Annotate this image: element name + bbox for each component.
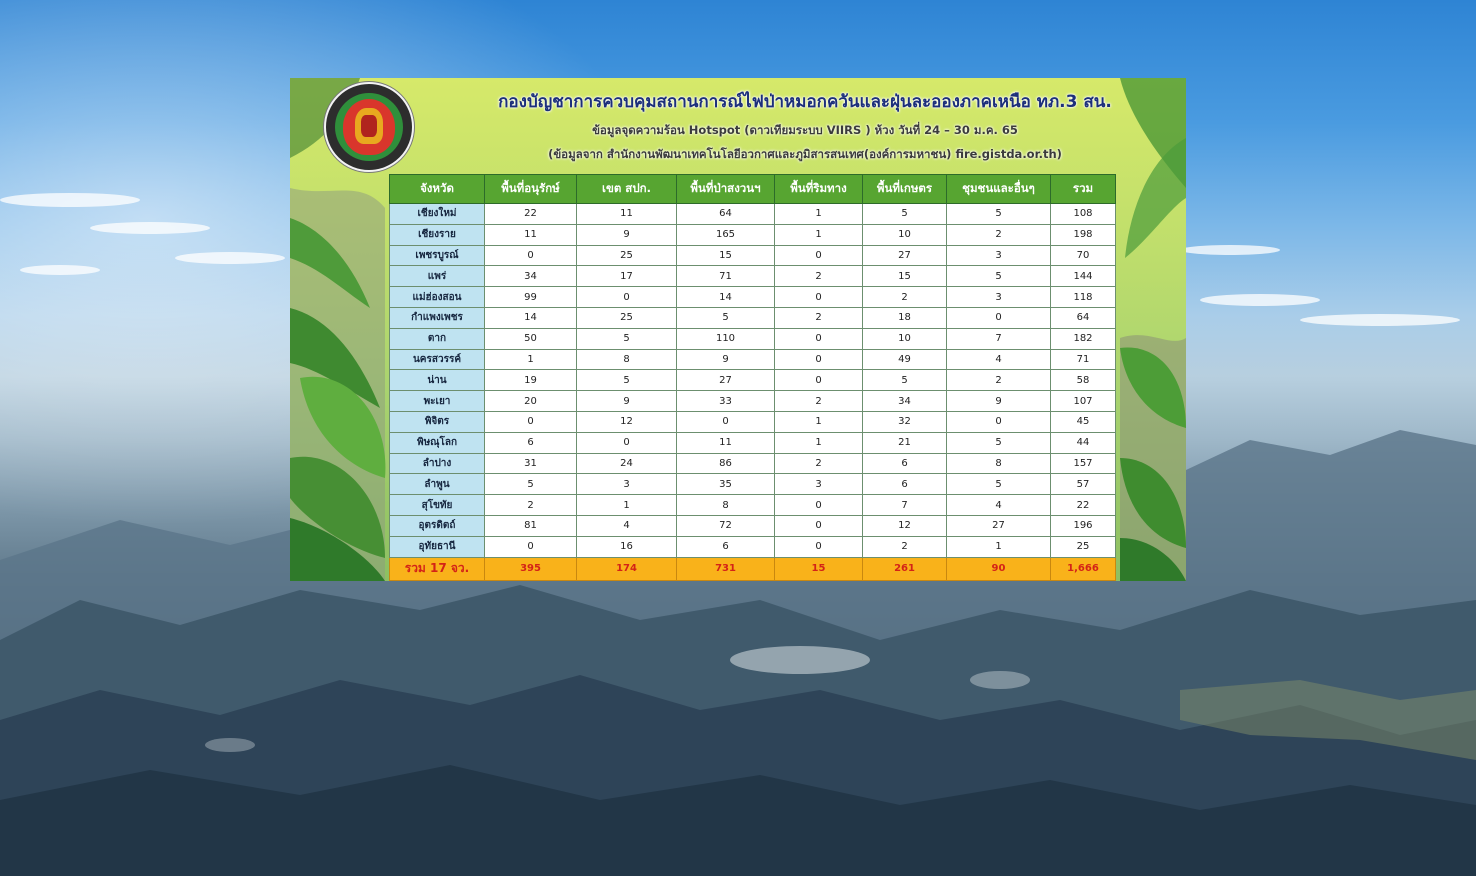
value-cell: 11 bbox=[577, 204, 677, 225]
total-value: 174 bbox=[577, 557, 677, 580]
cloud bbox=[1300, 314, 1460, 326]
value-cell: 44 bbox=[1051, 432, 1116, 453]
province-cell: เชียงใหม่ bbox=[390, 204, 485, 225]
total-value: 731 bbox=[677, 557, 775, 580]
value-cell: 3 bbox=[577, 474, 677, 495]
column-header: พื้นที่อนุรักษ์ bbox=[485, 175, 577, 204]
value-cell: 57 bbox=[1051, 474, 1116, 495]
value-cell: 0 bbox=[775, 328, 863, 349]
value-cell: 2 bbox=[775, 453, 863, 474]
value-cell: 0 bbox=[775, 349, 863, 370]
value-cell: 0 bbox=[775, 287, 863, 308]
value-cell: 11 bbox=[677, 432, 775, 453]
value-cell: 0 bbox=[485, 536, 577, 557]
value-cell: 81 bbox=[485, 515, 577, 536]
province-cell: เชียงราย bbox=[390, 224, 485, 245]
table-row bbox=[390, 224, 1116, 245]
value-cell: 5 bbox=[947, 204, 1051, 225]
value-cell: 0 bbox=[947, 307, 1051, 328]
value-cell: 14 bbox=[677, 287, 775, 308]
value-cell: 2 bbox=[863, 287, 947, 308]
cloud bbox=[1200, 294, 1320, 306]
value-cell: 7 bbox=[863, 495, 947, 516]
cloud bbox=[20, 265, 100, 275]
value-cell: 18 bbox=[863, 307, 947, 328]
province-cell: พะเยา bbox=[390, 391, 485, 412]
value-cell: 2 bbox=[485, 495, 577, 516]
table-header-row bbox=[390, 175, 1116, 204]
value-cell: 10 bbox=[863, 224, 947, 245]
value-cell: 196 bbox=[1051, 515, 1116, 536]
value-cell: 21 bbox=[863, 432, 947, 453]
total-value: 395 bbox=[485, 557, 577, 580]
data-source: (ข้อมูลจาก สำนักงานพัฒนาเทคโนโลยีอวกาศและภูมิสารสนเทศ(องค์การมหาชน) fire.gistda.or.th) bbox=[548, 147, 1062, 161]
value-cell: 0 bbox=[775, 515, 863, 536]
table-row bbox=[390, 245, 1116, 266]
smoke-plume bbox=[970, 671, 1030, 689]
value-cell: 12 bbox=[577, 411, 677, 432]
value-cell: 198 bbox=[1051, 224, 1116, 245]
value-cell: 3 bbox=[947, 245, 1051, 266]
total-value: 261 bbox=[863, 557, 947, 580]
table-row bbox=[390, 515, 1116, 536]
value-cell: 49 bbox=[863, 349, 947, 370]
value-cell: 0 bbox=[485, 245, 577, 266]
value-cell: 72 bbox=[677, 515, 775, 536]
province-cell: แม่ฮ่องสอน bbox=[390, 287, 485, 308]
value-cell: 144 bbox=[1051, 266, 1116, 287]
total-value: 15 bbox=[775, 557, 863, 580]
value-cell: 27 bbox=[677, 370, 775, 391]
table-row bbox=[390, 370, 1116, 391]
value-cell: 5 bbox=[947, 432, 1051, 453]
value-cell: 0 bbox=[577, 287, 677, 308]
value-cell: 22 bbox=[485, 204, 577, 225]
value-cell: 165 bbox=[677, 224, 775, 245]
value-cell: 182 bbox=[1051, 328, 1116, 349]
table-row bbox=[390, 474, 1116, 495]
value-cell: 8 bbox=[577, 349, 677, 370]
value-cell: 86 bbox=[677, 453, 775, 474]
province-cell: อุทัยธานี bbox=[390, 536, 485, 557]
value-cell: 0 bbox=[677, 411, 775, 432]
value-cell: 5 bbox=[863, 370, 947, 391]
smoke-plume bbox=[205, 738, 255, 752]
value-cell: 0 bbox=[775, 536, 863, 557]
value-cell: 6 bbox=[677, 536, 775, 557]
value-cell: 12 bbox=[863, 515, 947, 536]
province-cell: กำแพงเพชร bbox=[390, 307, 485, 328]
value-cell: 9 bbox=[947, 391, 1051, 412]
value-cell: 17 bbox=[577, 266, 677, 287]
column-header: ชุมชนและอื่นๆ bbox=[947, 175, 1051, 204]
table-row bbox=[390, 536, 1116, 557]
value-cell: 7 bbox=[947, 328, 1051, 349]
table-row bbox=[390, 349, 1116, 370]
value-cell: 2 bbox=[863, 536, 947, 557]
value-cell: 6 bbox=[485, 432, 577, 453]
value-cell: 1 bbox=[485, 349, 577, 370]
value-cell: 2 bbox=[947, 224, 1051, 245]
value-cell: 1 bbox=[775, 432, 863, 453]
table-row bbox=[390, 307, 1116, 328]
value-cell: 22 bbox=[1051, 495, 1116, 516]
table-row bbox=[390, 495, 1116, 516]
value-cell: 5 bbox=[677, 307, 775, 328]
value-cell: 8 bbox=[947, 453, 1051, 474]
province-cell: ลำปาง bbox=[390, 453, 485, 474]
value-cell: 25 bbox=[1051, 536, 1116, 557]
value-cell: 27 bbox=[863, 245, 947, 266]
value-cell: 99 bbox=[485, 287, 577, 308]
value-cell: 4 bbox=[577, 515, 677, 536]
province-cell: ลำพูน bbox=[390, 474, 485, 495]
value-cell: 6 bbox=[863, 453, 947, 474]
total-value: 90 bbox=[947, 557, 1051, 580]
value-cell: 4 bbox=[947, 495, 1051, 516]
value-cell: 33 bbox=[677, 391, 775, 412]
column-header: พื้นที่เกษตร bbox=[863, 175, 947, 204]
value-cell: 4 bbox=[947, 349, 1051, 370]
value-cell: 14 bbox=[485, 307, 577, 328]
cloud bbox=[175, 252, 285, 264]
value-cell: 1 bbox=[577, 495, 677, 516]
value-cell: 2 bbox=[947, 370, 1051, 391]
value-cell: 64 bbox=[677, 204, 775, 225]
value-cell: 16 bbox=[577, 536, 677, 557]
column-header: พื้นที่ริมทาง bbox=[775, 175, 863, 204]
cloud bbox=[1180, 245, 1280, 255]
province-cell: สุโขทัย bbox=[390, 495, 485, 516]
value-cell: 58 bbox=[1051, 370, 1116, 391]
value-cell: 9 bbox=[677, 349, 775, 370]
province-cell: น่าน bbox=[390, 370, 485, 391]
value-cell: 0 bbox=[485, 411, 577, 432]
value-cell: 15 bbox=[677, 245, 775, 266]
value-cell: 118 bbox=[1051, 287, 1116, 308]
cloud bbox=[0, 193, 140, 207]
province-cell: แพร่ bbox=[390, 266, 485, 287]
value-cell: 2 bbox=[775, 266, 863, 287]
value-cell: 0 bbox=[947, 411, 1051, 432]
value-cell: 24 bbox=[577, 453, 677, 474]
value-cell: 25 bbox=[577, 307, 677, 328]
table-row bbox=[390, 411, 1116, 432]
value-cell: 3 bbox=[947, 287, 1051, 308]
value-cell: 1 bbox=[775, 224, 863, 245]
hotspot-table bbox=[389, 174, 1116, 581]
value-cell: 45 bbox=[1051, 411, 1116, 432]
value-cell: 5 bbox=[863, 204, 947, 225]
table-row bbox=[390, 432, 1116, 453]
value-cell: 71 bbox=[677, 266, 775, 287]
value-cell: 5 bbox=[577, 370, 677, 391]
cloud bbox=[90, 222, 210, 234]
column-header: รวม bbox=[1051, 175, 1116, 204]
value-cell: 34 bbox=[863, 391, 947, 412]
value-cell: 8 bbox=[677, 495, 775, 516]
table-row bbox=[390, 391, 1116, 412]
value-cell: 110 bbox=[677, 328, 775, 349]
royal-army-seal-icon bbox=[324, 82, 414, 172]
value-cell: 9 bbox=[577, 224, 677, 245]
hotspot-report-slide bbox=[290, 78, 1186, 581]
value-cell: 3 bbox=[775, 474, 863, 495]
column-header: เขต สปก. bbox=[577, 175, 677, 204]
province-cell: พิษณุโลก bbox=[390, 432, 485, 453]
value-cell: 71 bbox=[1051, 349, 1116, 370]
value-cell: 2 bbox=[775, 307, 863, 328]
table-row bbox=[390, 204, 1116, 225]
value-cell: 9 bbox=[577, 391, 677, 412]
province-cell: ตาก bbox=[390, 328, 485, 349]
report-title: กองบัญชาการควบคุมสถานการณ์ไฟป่าหมอกควันและฝุ่นละอองภาคเหนือ ทภ.3 สน. bbox=[498, 92, 1112, 112]
table-row bbox=[390, 328, 1116, 349]
table-row bbox=[390, 453, 1116, 474]
value-cell: 20 bbox=[485, 391, 577, 412]
value-cell: 50 bbox=[485, 328, 577, 349]
value-cell: 0 bbox=[577, 432, 677, 453]
total-row bbox=[390, 557, 1116, 580]
report-subtitle: ข้อมูลจุดความร้อน Hotspot (ดาวเทียมระบบ VIIRS ) ห้วง วันที่ 24 – 30 ม.ค. 65 bbox=[592, 123, 1018, 137]
table-row bbox=[390, 287, 1116, 308]
value-cell: 0 bbox=[775, 495, 863, 516]
column-header: พื้นที่ป่าสงวนฯ bbox=[677, 175, 775, 204]
column-header: จังหวัด bbox=[390, 175, 485, 204]
value-cell: 6 bbox=[863, 474, 947, 495]
province-cell: นครสวรรค์ bbox=[390, 349, 485, 370]
value-cell: 5 bbox=[947, 266, 1051, 287]
total-label: รวม 17 จว. bbox=[390, 557, 485, 580]
value-cell: 10 bbox=[863, 328, 947, 349]
value-cell: 34 bbox=[485, 266, 577, 287]
total-value: 1,666 bbox=[1051, 557, 1116, 580]
value-cell: 1 bbox=[775, 204, 863, 225]
province-cell: อุตรดิตถ์ bbox=[390, 515, 485, 536]
value-cell: 1 bbox=[947, 536, 1051, 557]
province-cell: พิจิตร bbox=[390, 411, 485, 432]
value-cell: 0 bbox=[775, 370, 863, 391]
value-cell: 2 bbox=[775, 391, 863, 412]
value-cell: 25 bbox=[577, 245, 677, 266]
value-cell: 70 bbox=[1051, 245, 1116, 266]
value-cell: 107 bbox=[1051, 391, 1116, 412]
value-cell: 5 bbox=[577, 328, 677, 349]
smoke-plume bbox=[730, 646, 870, 674]
value-cell: 19 bbox=[485, 370, 577, 391]
value-cell: 5 bbox=[485, 474, 577, 495]
value-cell: 1 bbox=[775, 411, 863, 432]
value-cell: 31 bbox=[485, 453, 577, 474]
value-cell: 32 bbox=[863, 411, 947, 432]
value-cell: 0 bbox=[775, 245, 863, 266]
value-cell: 5 bbox=[947, 474, 1051, 495]
value-cell: 27 bbox=[947, 515, 1051, 536]
value-cell: 64 bbox=[1051, 307, 1116, 328]
value-cell: 11 bbox=[485, 224, 577, 245]
value-cell: 108 bbox=[1051, 204, 1116, 225]
value-cell: 15 bbox=[863, 266, 947, 287]
value-cell: 157 bbox=[1051, 453, 1116, 474]
province-cell: เพชรบูรณ์ bbox=[390, 245, 485, 266]
table-row bbox=[390, 266, 1116, 287]
value-cell: 35 bbox=[677, 474, 775, 495]
